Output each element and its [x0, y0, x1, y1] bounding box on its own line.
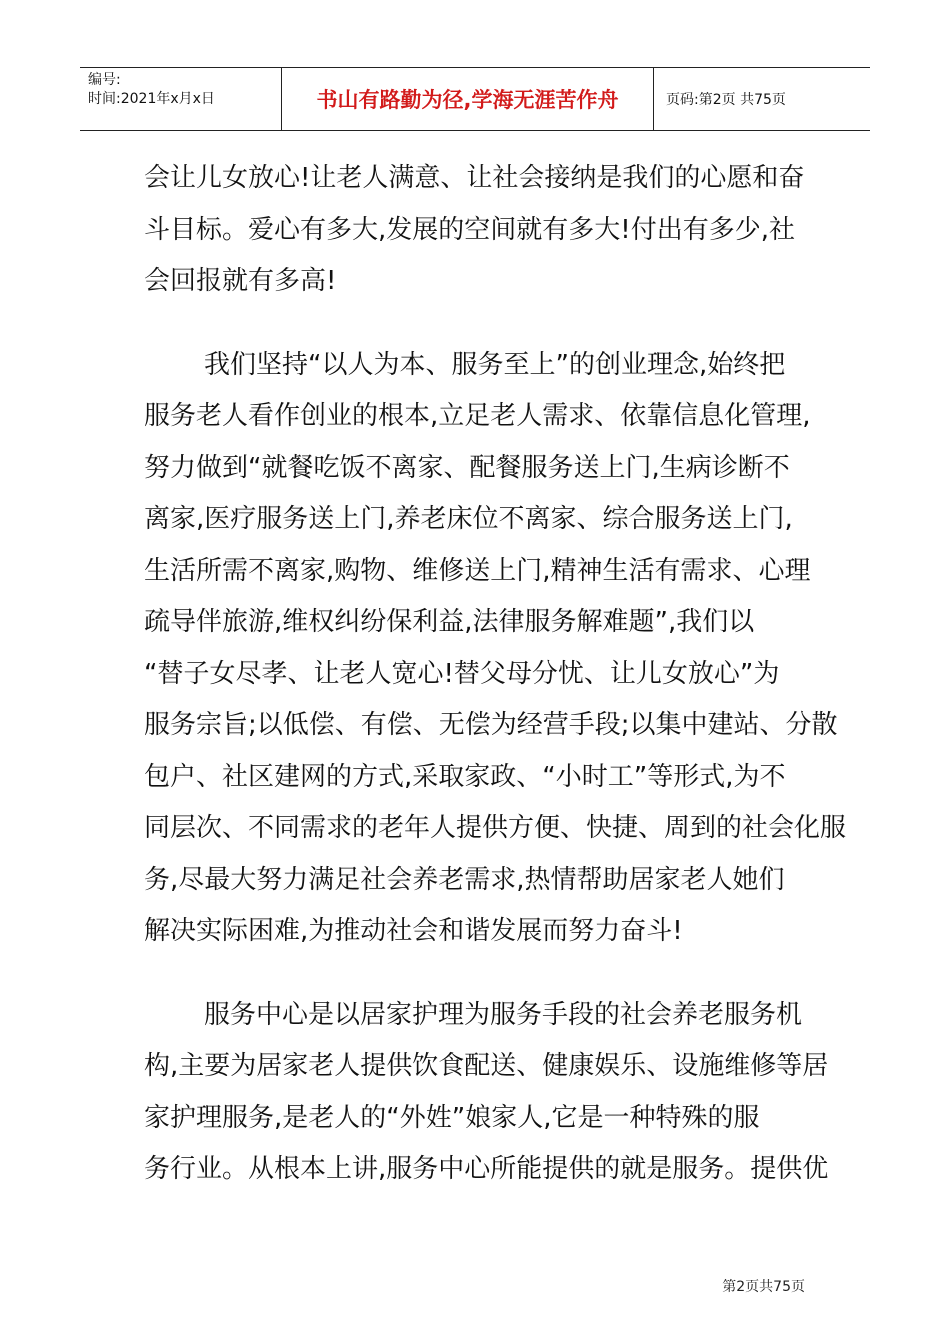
header-page-cell: [654, 68, 870, 130]
page-header: [80, 67, 870, 131]
document-date-label: 时间:2021年x月x日: [88, 91, 215, 107]
text-line: 生活所需不离家,购物、维修送上门,精神生活有需求、心理: [144, 555, 811, 586]
footer-page-number: 第2页共75页: [722, 1279, 805, 1295]
text-line: 同层次、不同需求的老年人提供方便、快捷、周到的社会化服: [144, 813, 847, 843]
text-line: 务,尽最大努力满足社会养老需求,热情帮助居家老人她们: [144, 864, 785, 895]
header-motto: 书山有路勤为径,学海无涯苦作舟: [316, 88, 619, 112]
document-number-label: 编号:: [88, 72, 121, 88]
text-line: “替子女尽孝、让老人宽心!替父母分忧、让儿女放心”为: [144, 658, 780, 689]
text-line: 包户、社区建网的方式,采取家政、“小时工”等形式,为不: [144, 761, 786, 792]
document-body: [144, 153, 847, 1196]
text-line: 构,主要为居家老人提供饮食配送、健康娱乐、设施维修等居: [144, 1051, 829, 1081]
header-motto-cell: [282, 68, 654, 130]
text-line: 务行业。从根本上讲,服务中心所能提供的就是服务。提供优: [144, 1154, 829, 1184]
text-line: 会让儿女放心!让老人满意、让社会接纳是我们的心愿和奋: [144, 163, 805, 193]
header-meta: [80, 68, 282, 130]
text-line: 服务老人看作创业的根本,立足老人需求、依靠信息化管理,: [144, 401, 811, 431]
page-footer: [722, 1276, 805, 1296]
header-page-number: 页码:第2页 共75页: [666, 92, 786, 108]
text-line: 斗目标。爱心有多大,发展的空间就有多大!付出有多少,社: [144, 214, 795, 245]
text-line: 努力做到“就餐吃饭不离家、配餐服务送上门,生病诊断不: [144, 452, 790, 483]
text-line: 服务宗旨;以低偿、有偿、无偿为经营手段;以集中建站、分散: [144, 710, 838, 740]
text-line: 服务中心是以居家护理为服务手段的社会养老服务机: [204, 999, 803, 1030]
paragraph-3: [144, 990, 829, 1196]
text-line: 离家,医疗服务送上门,养老床位不离家、综合服务送上门,: [144, 504, 793, 534]
text-line: 我们坚持“以人为本、服务至上”的创业理念,始终把: [204, 349, 786, 380]
text-line: 疏导伴旅游,维权纠纷保利益,法律服务解难题”,我们以: [144, 607, 755, 637]
text-line: 家护理服务,是老人的“外姓”娘家人,它是一种特殊的服: [144, 1102, 760, 1133]
paragraph-1: [144, 153, 816, 308]
text-line: 解决实际困难,为推动社会和谐发展而努力奋斗!: [144, 916, 683, 946]
paragraph-2: [144, 340, 847, 958]
text-line: 会回报就有多高!: [144, 266, 337, 296]
